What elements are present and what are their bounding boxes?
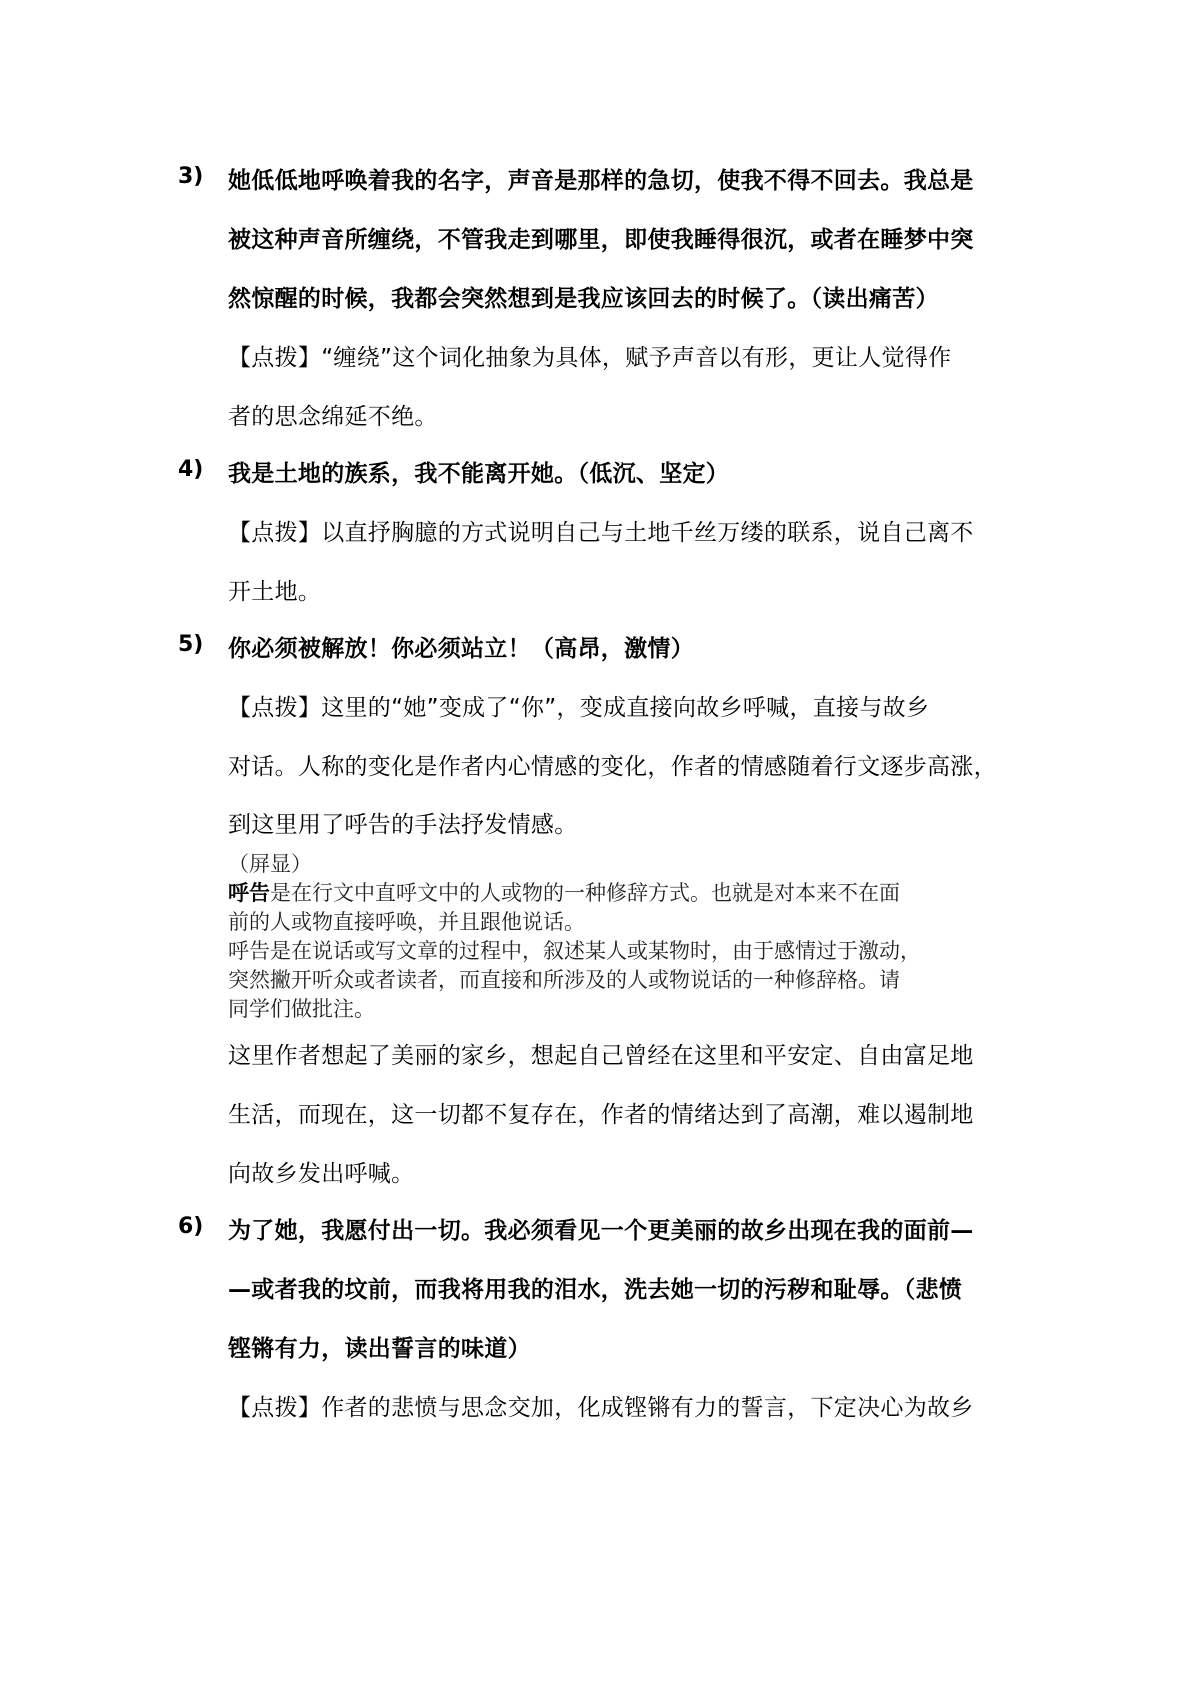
item-5-line-1: 你必须被解放！你必须站立！（高昂，激情） — [228, 636, 694, 662]
item-6-line-3: 铿锵有力，读出誓言的味道） — [228, 1336, 531, 1362]
definition-2-line-2: 突然撇开听众或者读者，而直接和所涉及的人或物说话的一种修辞格。请 — [228, 968, 900, 992]
item-4-line-1: 我是土地的族系，我不能离开她。（低沉、坚定） — [228, 461, 730, 487]
item-6-number: 6) — [178, 1214, 204, 1239]
item-6-line-1: 为了她，我愿付出一切。我必须看见一个更美丽的故乡出现在我的面前— — [228, 1218, 974, 1244]
definition-2-line-3: 同学们做批注。 — [228, 997, 375, 1021]
item-3-note-line-1: 【点拨】“缠绕”这个词化抽象为具体，赋予声音以有形，更让人觉得作 — [228, 345, 952, 371]
item-3-line-2: 被这种声音所缠绕，不管我走到哪里，即使我睡得很沉，或者在睡梦中突 — [228, 227, 974, 253]
item-6-line-2: —或者我的坟前，而我将用我的泪水，洗去她一切的污秽和耻辱。（悲愤 — [228, 1277, 963, 1303]
item-5-note-line-1: 【点拨】这里的“她”变成了“你”，变成直接向故乡呼喊，直接与故乡 — [228, 695, 930, 721]
term-hugao: 呼告 — [228, 880, 270, 905]
item-3-note-line-2: 者的思念绵延不绝。 — [228, 404, 438, 430]
definition-line-2: 前的人或物直接呼唤，并且跟他说话。 — [228, 910, 585, 934]
item-5-note-line-2: 对话。人称的变化是作者内心情感的变化，作者的情感随着行文逐步高涨， — [228, 754, 997, 780]
item-4-note-line-1: 【点拨】以直抒胸臆的方式说明自己与土地千丝万缕的联系，说自己离不 — [228, 520, 974, 546]
item-5-after-line-2: 生活，而现在，这一切都不复存在，作者的情绪达到了高潮，难以遏制地 — [228, 1102, 974, 1128]
item-5-number: 5) — [178, 632, 204, 657]
screen-display-label: （屏显） — [228, 852, 312, 876]
definition-line-1-rest: 是在行文中直呼文中的人或物的一种修辞方式。也就是对本来不在面 — [270, 881, 900, 905]
item-3-line-1: 她低低地呼唤着我的名字，声音是那样的急切，使我不得不回去。我总是 — [228, 168, 974, 194]
item-5-after-line-1: 这里作者想起了美丽的家乡，想起自己曾经在这里和平安定、自由富足地 — [228, 1043, 974, 1069]
definition-2-line-1: 呼告是在说话或写文章的过程中，叙述某人或某物时，由于感情过于激动， — [228, 939, 921, 963]
definition-line-1 — [228, 877, 900, 907]
item-6-note-line-1: 【点拨】作者的悲愤与思念交加，化成铿锵有力的誓言，下定决心为故乡 — [228, 1395, 974, 1421]
item-4-number: 4) — [178, 457, 204, 482]
item-3-number: 3) — [178, 164, 204, 189]
item-5-note-line-3: 到这里用了呼告的手法抒发情感。 — [228, 812, 578, 838]
item-5-after-line-3: 向故乡发出呼喊。 — [228, 1161, 415, 1187]
item-4-note-line-2: 开土地。 — [228, 579, 322, 605]
item-3-line-3: 然惊醒的时候，我都会突然想到是我应该回去的时候了。（读出痛苦） — [228, 286, 939, 312]
